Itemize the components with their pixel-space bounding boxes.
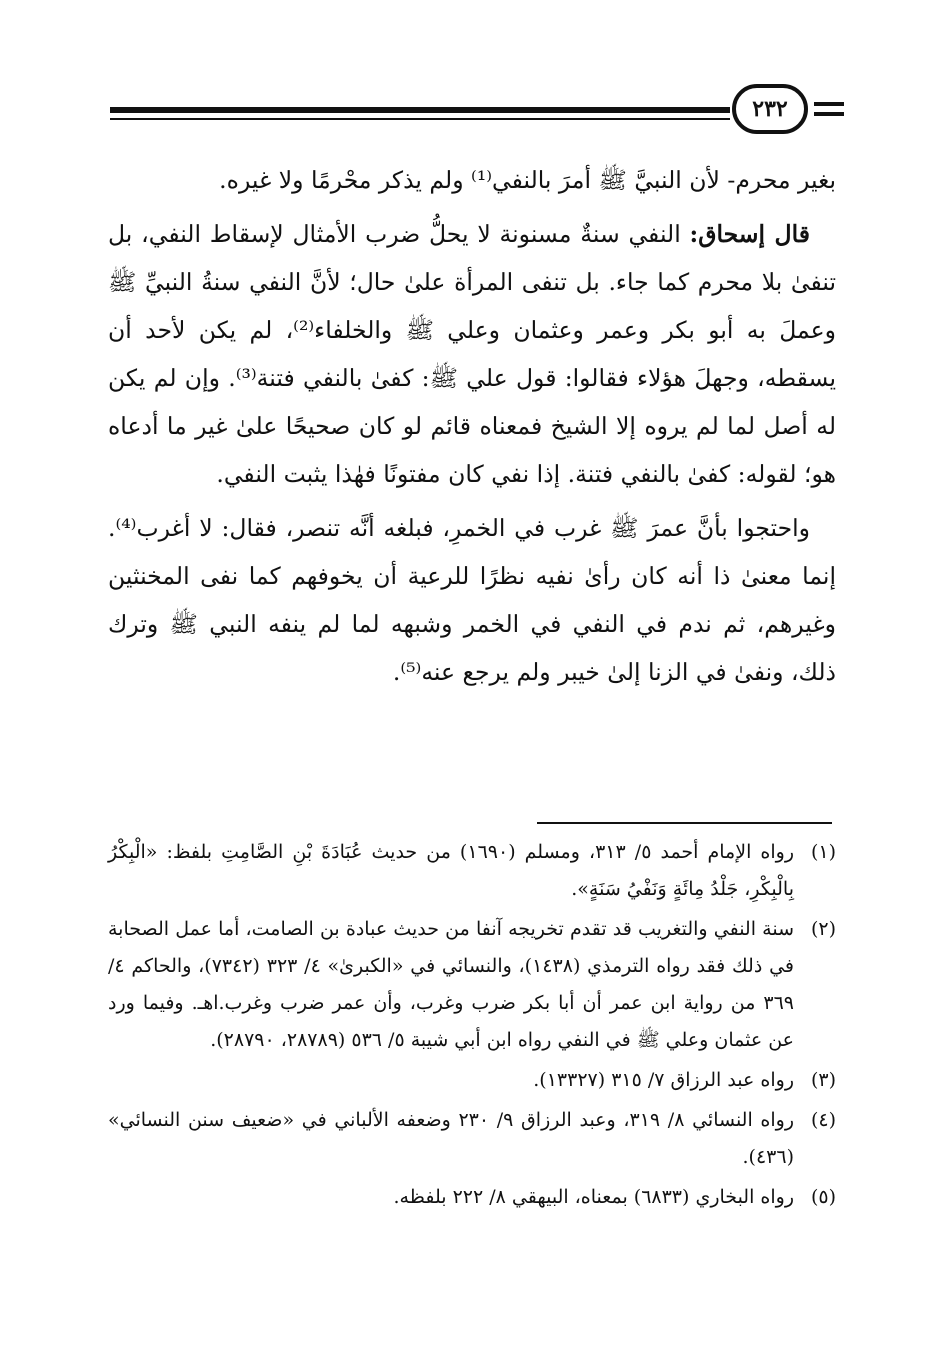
footnote-number: (٣) bbox=[810, 1069, 836, 1091]
paragraph-1: بغير محرم- لأن النبيَّ ﷺ أمرَ بالنفي⁽¹⁾ ولم يذكر محْرمًا ولا غيره. bbox=[219, 166, 836, 194]
footnote-number: (١) bbox=[810, 841, 836, 863]
footnote-2 bbox=[108, 911, 836, 1059]
header-rule-thin bbox=[110, 118, 730, 120]
footnote-1 bbox=[108, 834, 836, 908]
footnote-4 bbox=[108, 1102, 836, 1176]
footnote-text: رواه الإمام أحمد ٥/ ٣١٣، ومسلم (١٦٩٠) من حديث عُبَادَةَ بْنِ الصَّامِتِ بلفظ: «الْبِكْرُ بِالْبِكْرِ، جَلْدُ مِائَةٍ وَنَفْيُ سَنَةٍ». bbox=[108, 841, 794, 900]
footnote-text: رواه البخاري (٦٨٣٣) بمعناه، البيهقي ٨/ ٢٢٢ بلفظه. bbox=[393, 1186, 794, 1208]
main-text bbox=[108, 156, 836, 702]
page-header bbox=[110, 80, 840, 140]
speaker-label: قال إسحاق: bbox=[689, 220, 810, 248]
footnote-3 bbox=[108, 1062, 836, 1099]
page-number: ٢٣٢ bbox=[732, 84, 808, 134]
header-rule-thick bbox=[110, 107, 730, 113]
footnote-separator bbox=[537, 822, 832, 824]
footnote-text: رواه عبد الرزاق ٧/ ٣١٥ (١٣٣٢٧). bbox=[533, 1069, 794, 1091]
paragraph-3: واحتجوا بأنَّ عمرَ ﷺ غرب في الخمرِ، فبلغه أنَّه تنصر، فقال: لا أغرب⁽⁴⁾. إنما معنىٰ ذا أنه كان رأىٰ نفيه نظرًا للرعية أن يخوفهم كما نفى المخنثين وغيرهم، ثم ندم في النفي في الخمر وشبهه لما لم ينفه النبي ﷺ وترك ذلك، ونفىٰ في الزنا إلىٰ خيبر ولم يرجع عنه⁽⁵⁾. bbox=[108, 514, 836, 686]
paragraph-2-text: النفي سنةٌ مسنونة لا يحلُّ ضرب الأمثال لإسقاط النفي، بل تنفىٰ بلا محرم كما جاء. بل تنفى المرأة علىٰ حال؛ لأنَّ النفي سنةُ النبيِّ ﷺ وعملَ به أبو بكر وعمر وعثمان وعلي ﷺ والخلفاء⁽²⁾، لم يكن لأحد أن يسقطه، وجهلَ هؤلاء فقالوا: قول علي ﷺ: كفىٰ بالنفي فتنة⁽³⁾. وإن لم يكن له أصل لما لم يروه إلا الشيخ فمعناه قائم لو كان صحيحًا علىٰ غير ما أدعاه هو؛ لقوله: كفىٰ بالنفي فتنة. إذا نفي كان مفتونًا فهٰذا يثبت النفي. bbox=[108, 220, 836, 488]
footnote-number: (٢) bbox=[810, 918, 836, 940]
footnote-text: رواه النسائي ٨/ ٣١٩، وعبد الرزاق ٩/ ٢٣٠ وضعفه الألباني في «ضعيف سنن النسائي» (٤٣٦). bbox=[108, 1109, 795, 1168]
footnote-number: (٥) bbox=[810, 1186, 836, 1208]
header-dash bbox=[814, 102, 844, 106]
paragraph-2 bbox=[108, 210, 836, 498]
header-dash bbox=[814, 112, 844, 116]
footnote-5 bbox=[108, 1179, 836, 1216]
footnote-number: (٤) bbox=[810, 1109, 836, 1131]
footnotes bbox=[108, 834, 836, 1219]
footnote-text: سنة النفي والتغريب قد تقدم تخريجه آنفا من حديث عبادة بن الصامت، أما عمل الصحابة في ذلك فقد رواه الترمذي (١٤٣٨)، والنسائي في «الكبرىٰ» ٤/ ٣٢٣ (٧٣٤٢)، والحاكم ٤/ ٣٦٩ من رواية ابن عمر أن أبا بكر ضرب وغرب، وأن عمر ضرب وغرب.اهـ. وفيما ورد عن عثمان وعلي ﷺ في النفي رواه ابن أبي شيبة ٥/ ٥٣٦ (٢٨٧٨٩، ٢٨٧٩٠). bbox=[108, 918, 794, 1051]
